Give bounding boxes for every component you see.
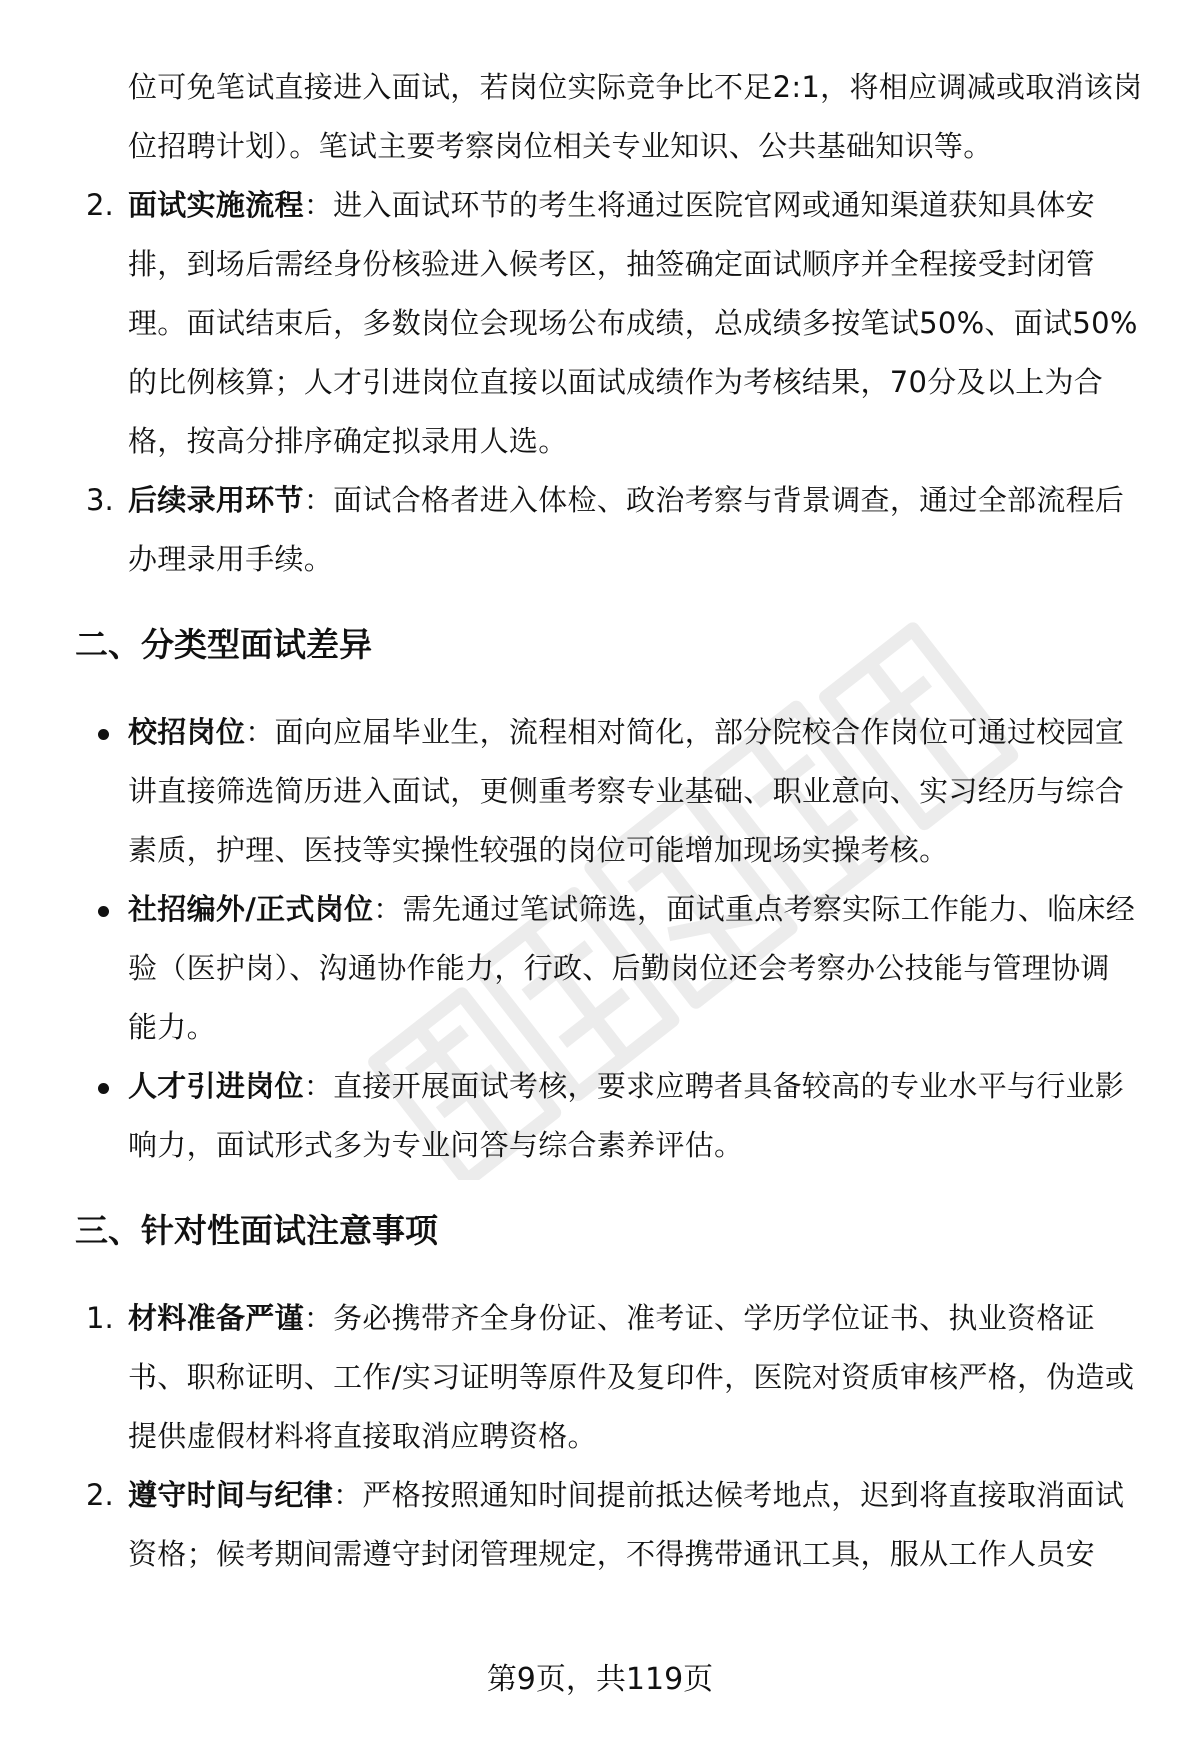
item-text: ：面向应届毕业生，流程相对简化，部分院校合作岗位可通过校园宣 <box>245 715 1125 749</box>
list-item-line: 理。面试结束后，多数岗位会现场公布成绩，总成绩多按笔试50%、面试50% <box>128 306 1138 340</box>
list-item-line: 提供虚假材料将直接取消应聘资格。 <box>128 1419 597 1453</box>
item-term: 社招编外/正式岗位 <box>128 892 374 926</box>
bullet-list-item <box>0 1057 1200 1175</box>
bullet-dot-icon <box>98 1083 109 1094</box>
list-item-line: 资格；候考期间需遵守封闭管理规定，不得携带通讯工具，服从工作人员安 <box>128 1537 1095 1571</box>
list-number: 2. <box>86 1478 114 1512</box>
list-item-line: 的比例核算；人才引进岗位直接以面试成绩作为考核结果，70分及以上为合 <box>128 365 1104 399</box>
list-item-line: 排，到场后需经身份核验进入候考区，抽签确定面试顺序并全程接受封闭管 <box>128 247 1095 281</box>
list-item-line: 书、职称证明、工作/实习证明等原件及复印件，医院对资质审核严格，伪造或 <box>128 1360 1135 1394</box>
list-item-line <box>0 176 1200 235</box>
page-number-footer: 第9页，共119页 <box>486 1662 714 1697</box>
item-term: 材料准备严谨 <box>128 1301 304 1335</box>
list-item-line: 验（医护岗）、沟通协作能力，行政、后勤岗位还会考察办公技能与管理协调 <box>128 951 1110 985</box>
list-item-line: 讲直接筛选简历进入面试，更侧重考察专业基础、职业意向、实习经历与综合 <box>128 774 1125 808</box>
document-content <box>0 58 1200 1584</box>
item-term: 遵守时间与纪律 <box>128 1478 334 1512</box>
list-number: 2. <box>86 188 114 222</box>
item-term: 校招岗位 <box>128 715 246 749</box>
item-text: ：进入面试环节的考生将通过医院官网或通知渠道获知具体安 <box>303 188 1095 222</box>
section-heading: 二、分类型面试差异 <box>75 625 372 664</box>
bullet-list-item <box>0 703 1200 880</box>
section-heading: 三、针对性面试注意事项 <box>75 1211 438 1250</box>
list-item-line: 格，按高分排序确定拟录用人选。 <box>128 424 568 458</box>
item-text: ：务必携带齐全身份证、准考证、学历学位证书、执业资格证 <box>303 1301 1095 1335</box>
list-item-line: 素质，护理、医技等实操性较强的岗位可能增加现场实操考核。 <box>128 833 949 867</box>
list-item-line: 能力。 <box>128 1010 216 1044</box>
item-term: 后续录用环节 <box>128 483 304 517</box>
intro-line: 位可免笔试直接进入面试，若岗位实际竞争比不足2:1，将相应调减或取消该岗 <box>128 70 1143 104</box>
numbered-list-item <box>0 176 1200 471</box>
list-item-line <box>0 703 1200 762</box>
item-text: ：需先通过笔试筛选，面试重点考察实际工作能力、临床经 <box>373 892 1136 926</box>
bullet-list-item <box>0 880 1200 1057</box>
list-item-line <box>0 1466 1200 1525</box>
list-item-line <box>0 1057 1200 1116</box>
list-item-line: 办理录用手续。 <box>128 542 334 576</box>
item-text: ：直接开展面试考核，要求应聘者具备较高的专业水平与行业影 <box>303 1069 1125 1103</box>
item-text: ：面试合格者进入体检、政治考察与背景调查，通过全部流程后 <box>303 483 1125 517</box>
bullet-dot-icon <box>98 729 109 740</box>
list-item-line <box>0 880 1200 939</box>
item-term: 面试实施流程 <box>128 188 304 222</box>
list-number: 1. <box>86 1301 114 1335</box>
list-item-line <box>0 471 1200 530</box>
numbered-list-item <box>0 471 1200 589</box>
list-item-line: 响力，面试形式多为专业问答与综合素养评估。 <box>128 1128 744 1162</box>
item-term: 人才引进岗位 <box>128 1069 304 1103</box>
list-number: 3. <box>86 483 114 517</box>
numbered-list-item <box>0 1466 1200 1584</box>
intro-line: 位招聘计划）。笔试主要考察岗位相关专业知识、公共基础知识等。 <box>128 129 993 163</box>
numbered-list-item <box>0 1289 1200 1466</box>
bullet-dot-icon <box>98 906 109 917</box>
list-item-line <box>0 1289 1200 1348</box>
item-text: ：严格按照通知时间提前抵达候考地点，迟到将直接取消面试 <box>333 1478 1125 1512</box>
